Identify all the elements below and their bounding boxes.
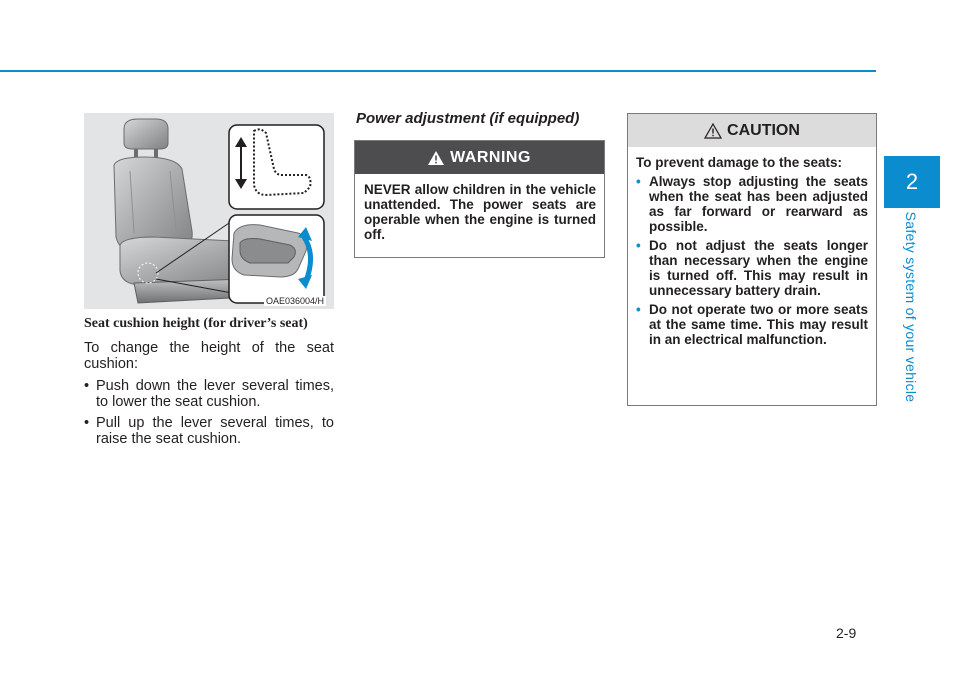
seat-cushion-intro: To change the height of the seat cushion: [84, 340, 334, 372]
bullet-dot: • [84, 415, 90, 431]
list-item: • Pull up the lever several times, to raise the seat cushion. [84, 415, 334, 447]
caution-header [628, 114, 876, 147]
warning-box [354, 140, 605, 258]
warning-triangle-icon [428, 151, 444, 165]
seat-illustration [84, 113, 334, 309]
bullet-dot: • [636, 174, 641, 189]
list-item: • Do not adjust the seats longer than necessary when the engine is turned off. This may result in unnecessary battery drain. [636, 238, 868, 298]
bullet-dot: • [636, 302, 641, 317]
caution-list [636, 174, 868, 347]
caution-title: CAUTION [727, 121, 800, 139]
list-item: • Always stop adjusting the seats when the seat has been adjusted as far forward or rearward as possible. [636, 174, 868, 234]
caution-intro: To prevent damage to the seats: [636, 155, 843, 170]
seat-cushion-heading: Seat cushion height (for driver’s seat) [84, 316, 308, 331]
list-item: • Do not operate two or more seats at the same time. This may result in an electrical malfunction. [636, 302, 868, 347]
warning-text: NEVER allow children in the vehicle unattended. The power seats are operable when the engine is turned off. [364, 182, 596, 242]
power-adjustment-heading: Power adjustment (if equipped) [356, 110, 580, 127]
chapter-tab: 2 [884, 156, 940, 208]
bullet-dot: • [636, 238, 641, 253]
chapter-title-text: Safety system of your vehicle [903, 211, 919, 403]
chapter-title [868, 212, 954, 402]
list-item: • Push down the lever several times, to lower the seat cushion. [84, 378, 334, 410]
header-rule [0, 70, 876, 72]
caution-box [627, 113, 877, 406]
caution-triangle-icon [704, 123, 722, 139]
bullet-dot: • [84, 378, 90, 394]
warning-header [355, 141, 604, 174]
warning-title: WARNING [450, 148, 531, 166]
caution-body [628, 147, 876, 347]
seat-cushion-section [84, 312, 334, 452]
figure-code: OAE036004/H [266, 296, 325, 306]
page-number: 2-9 [836, 625, 857, 641]
seat-cushion-bullets [84, 378, 334, 447]
